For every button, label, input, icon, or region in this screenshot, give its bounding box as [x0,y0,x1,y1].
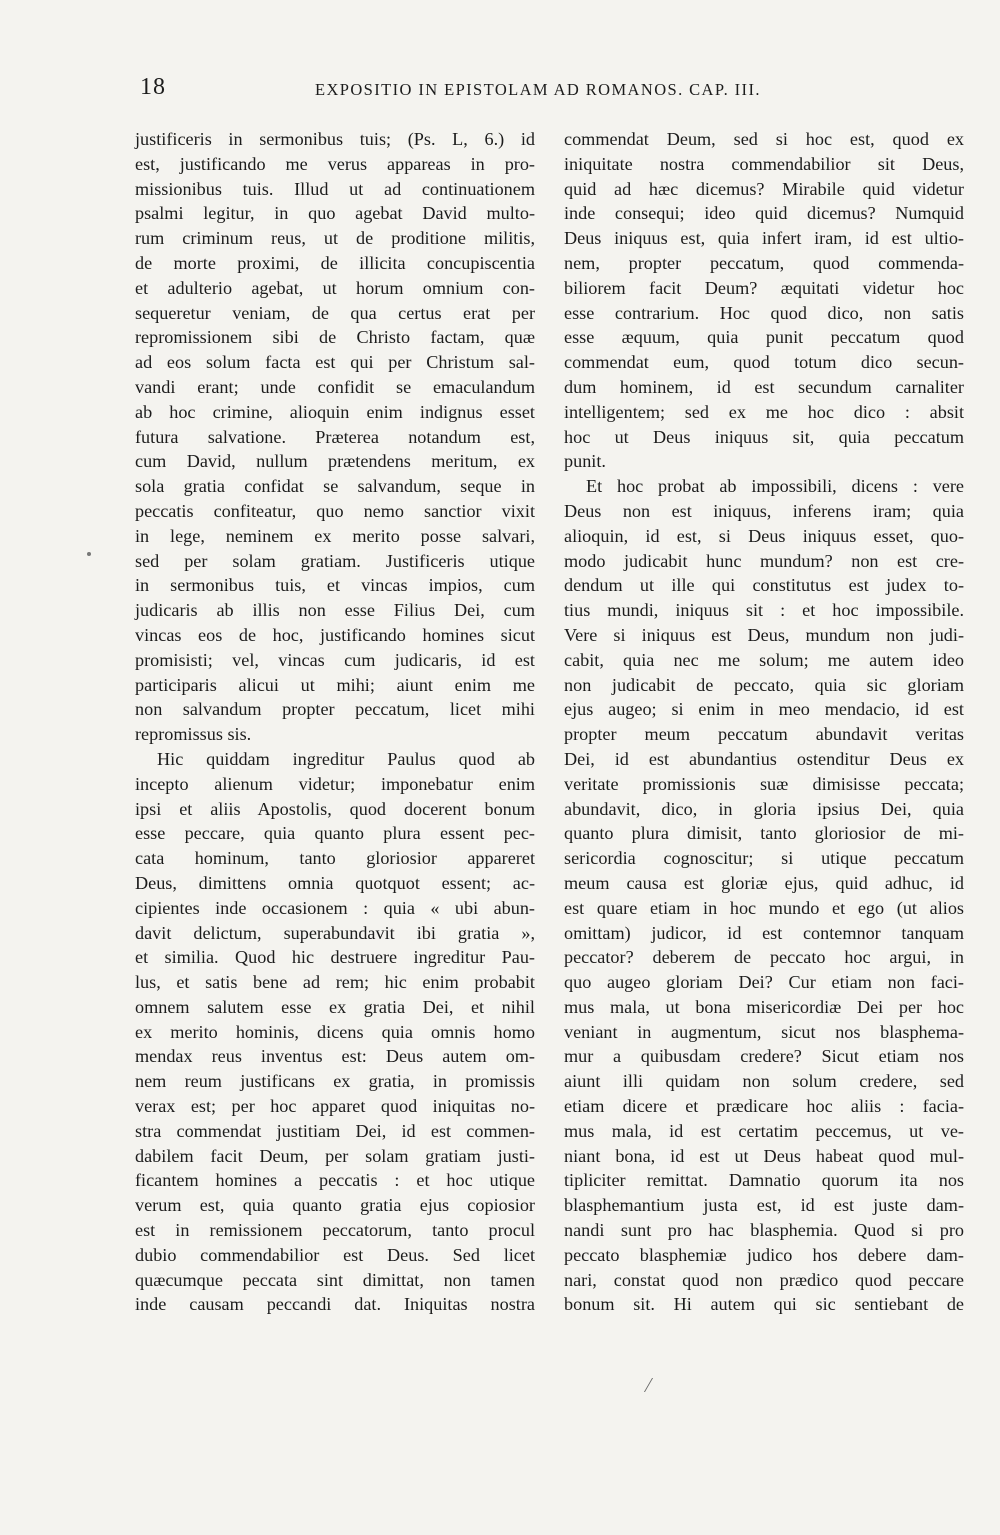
text-line: repromissionem sibi de Christo factam, quæ [135,327,535,348]
text-line: omnem salutem esse ex gratia Dei, et nihil [135,996,535,1017]
text-line: davit delictum, superabundavit ibi gratia », [135,922,535,943]
text-line: modo judicabit hunc mundum? non est cre- [564,550,964,571]
text-line: judicaris ab illis non esse Filius Dei, cum [135,600,535,621]
text-line: dabilem facit Deum, per solam gratiam justi- [135,1145,535,1166]
text-line: niant bona, id est ut Deus habeat quod mul- [564,1145,964,1166]
text-line: cabit, quia nec me solum; me autem ideo [564,649,964,670]
page-header [140,74,966,102]
text-line: ad eos solum facta est qui per Christum sal- [135,352,535,373]
text-line: peccato blasphemiæ judico hos debere dam- [564,1244,964,1265]
text-line: tius mundi, iniquus sit : et hoc impossibile. [564,600,964,621]
text-line: sequeretur veniam, de qua certus erat per [135,302,535,323]
text-line: est, justificando me verus appareas in pro- [135,153,535,174]
text-line: quæcumque peccata sint dimittat, non tamen [135,1269,535,1290]
text-line: esse contrarium. Hoc quod dico, non satis [564,302,964,323]
text-line: nandi sunt pro hac blasphemia. Quod si pro [564,1220,964,1241]
text-line: nari, constat quod non prædico quod peccare [564,1269,964,1290]
text-line: incepto alienum videtur; imponebatur enim [135,773,535,794]
text-line: in lege, neminem ex merito posse salvari, [135,525,535,546]
text-line: verax est; per hoc apparet quod iniquitas no- [135,1096,535,1117]
text-line: promisisti; vel, vincas cum judicaris, id est [135,649,535,670]
text-line: intelligentem; sed ex me hoc dico : absit [564,401,964,422]
text-line: vandi erant; unde confidit se emaculandum [135,376,535,397]
text-line: omittam) judicor, id est contemnor tanquam [564,922,964,943]
text-line: aiunt illi quidam non solum credere, sed [564,1071,964,1092]
text-line: cata hominum, tanto gloriosior appareret [135,848,535,869]
text-line: quo augeo gloriam Dei? Cur etiam non faci- [564,972,964,993]
text-line: Dei, id est abundantius ostenditur Deus ex [564,748,964,769]
text-line: biliorem facit Deum? æquitati videtur hoc [564,277,964,298]
text-line: ficantem homines a peccatis : et hoc utique [135,1170,535,1191]
text-line: et similia. Quod hic destruere ingreditur Pau- [135,947,535,968]
text-line: ab hoc crimine, alioquin enim indignus esset [135,401,535,422]
text-line: Deus non est iniquus, inferens iram; quia [564,500,964,521]
text-line: missionibus tuis. Illud ut ad continuationem [135,178,535,199]
text-line: esse peccare, quia quanto plura essent pec- [135,823,535,844]
text-line: meum causa est gloriæ ejus, quid adhuc, id [564,872,964,893]
text-line: inde causam peccandi dat. Iniquitas nostra [135,1294,535,1315]
text-line: est quare etiam in hoc mundo et ego (ut alios [564,897,964,918]
text-line: ejus augeo; si enim in meo mendacio, id est [564,699,964,720]
text-line: blasphemantium justa est, id est juste dam- [564,1195,964,1216]
text-line: commendat Deum, sed si hoc est, quod ex [564,129,964,149]
text-line: quid ad hæc dicemus? Mirabile quid videtur [564,178,964,199]
text-line: tipliciter remittat. Damnatio quorum ita nos [564,1170,964,1191]
text-line: sed per solam gratiam. Justificeris utique [135,550,535,571]
text-line: cum David, nullum prætendens meritum, ex [135,451,535,472]
text-line: rum criminum reus, ut de proditione militis, [135,228,535,249]
text-line: non salvandum propter peccatum, licet mihi [135,699,535,720]
left-column [135,127,535,1317]
page-number: 18 [140,74,166,100]
text-line: Hic quiddam ingreditur Paulus quod ab [157,748,535,769]
right-column [564,127,964,1317]
text-line: et adulterio agebat, ut horum omnium con- [135,277,535,298]
running-title: EXPOSITIO IN EPISTOLAM AD ROMANOS. CAP. III. [315,80,761,99]
stray-pen-mark [644,1378,659,1392]
text-line: quanto plura dimisit, tanto gloriosior de mi- [564,823,964,844]
text-line: bonum sit. Hi autem qui sic sentiebant de [564,1294,964,1315]
text-line: peccatis confiteatur, quo nemo sanctior vixit [135,500,535,521]
text-line: inde consequi; ideo quid dicemus? Numquid [564,203,964,224]
text-line: veritate promissionis suæ dimisisse peccata; [564,773,964,794]
text-line: Et hoc probat ab impossibili, dicens : vere [586,476,964,497]
text-line: peccator? deberem de peccato hoc argui, in [564,947,964,968]
text-line: mendax reus inventus est: Deus autem om- [135,1046,535,1067]
text-line: propter meum peccatum abundavit veritas [564,724,964,745]
text-line: punit. [564,451,606,472]
text-line: mus mala, id est certatim peccemus, ut ve- [564,1120,964,1141]
text-line: sericordia cognoscitur; si utique peccatum [564,848,964,869]
text-line: justificeris in sermonibus tuis; (Ps. L, 6.) id [135,129,535,149]
text-line: veniant in augmentum, sicut nos blasphema- [564,1021,964,1042]
text-line: est in remissionem peccatorum, tanto procul [135,1220,535,1241]
text-line: participaris alicui ut mihi; aiunt enim me [135,674,535,695]
text-line: ex merito hominis, dicens quia omnis homo [135,1021,535,1042]
text-line: repromissus sis. [135,724,252,745]
text-line: etiam dicere et prædicare hoc aliis : facia- [564,1096,964,1117]
text-line: non judicabit de peccato, quia sic gloriam [564,674,964,695]
text-line: Vere si iniquus est Deus, mundum non judi- [564,624,964,645]
text-line: in sermonibus tuis, et vincas impios, cum [135,575,535,596]
text-line: stra commendat justitiam Dei, id est commen- [135,1120,535,1141]
text-line: alioquin, id est, si Deus iniquus esset, quo- [564,525,964,546]
text-line: iniquitate nostra commendabilior sit Deus, [564,153,964,174]
text-line: ipsi et aliis Apostolis, quod docerent bonum [135,798,535,819]
text-line: esse æquum, quia punit peccatum quod [564,327,964,348]
text-line: Deus iniquus est, quia infert iram, id est ultio- [564,228,964,249]
text-line: mus mala, ut bona misericordiæ Dei per hoc [564,996,964,1017]
text-line: dendum ut ille qui constitutus est judex to- [564,575,964,596]
text-line: abundavit, dico, in gloria ipsius Dei, quia [564,798,964,819]
text-line: dubio commendabilior est Deus. Sed licet [135,1244,535,1265]
text-line: nem reum justificans ex gratia, in promissis [135,1071,535,1092]
text-line: verum est, quia quanto gratia ejus copiosior [135,1195,535,1216]
stray-dot [87,552,91,556]
text-line: mur a quibusdam credere? Sicut etiam nos [564,1046,964,1067]
text-line: de morte proximi, de illicita concupiscentia [135,252,535,273]
text-line: sola gratia confidat se salvandum, seque in [135,476,535,497]
text-line: psalmi legitur, in quo agebat David multo- [135,203,535,224]
text-line: futura salvatione. Præterea notandum est, [135,426,535,447]
text-line: nem, propter peccatum, quod commenda- [564,252,964,273]
text-line: cipientes inde occasionem : quia « ubi abun- [135,897,535,918]
text-line: commendat eum, quod totum dico secun- [564,352,964,373]
text-line: hoc ut Deus iniquus sit, quia peccatum [564,426,964,447]
text-line: dum hominem, id est secundum carnaliter [564,376,964,397]
text-line: vincas eos de hoc, justificando homines sicut [135,624,535,645]
text-line: lus, et satis bene ad rem; hic enim probabit [135,972,535,993]
text-line: Deus, dimittens omnia quotquot essent; ac- [135,872,535,893]
